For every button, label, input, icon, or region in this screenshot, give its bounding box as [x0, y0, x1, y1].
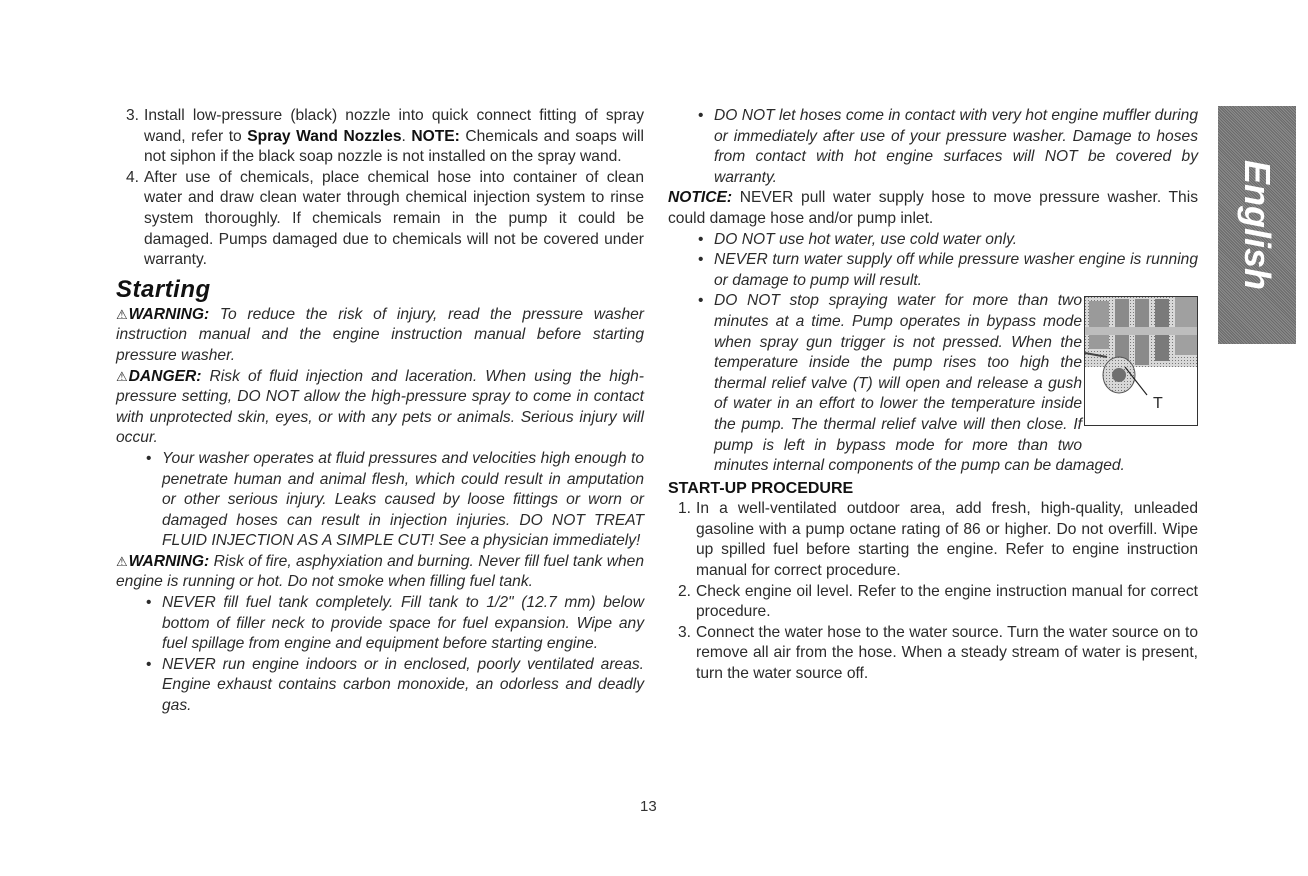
danger-label: DANGER:	[128, 367, 202, 385]
list-item	[116, 168, 644, 271]
pump-illustration	[1085, 297, 1197, 425]
item-number: 3.	[678, 623, 692, 641]
notice-text: NEVER pull water supply hose to move pressure washer. This could damage hose and/or pump inlet.	[668, 189, 1198, 227]
pump-figure	[1084, 296, 1198, 426]
bullet-text: NEVER fill fuel tank completely. Fill tank to 1/2" (12.7 mm) below bottom of filler neck to provide space for fuel expansion. Wipe any fuel spillage from engine and equipment before starting engine.	[162, 594, 644, 653]
language-tab-label: English	[1237, 159, 1278, 291]
bullet-text: Your washer operates at fluid pressures and velocities high enough to penetrate human and animal flesh, which could result in amputation or other serious injury. Leaks caused by loose fittings or worn or damaged hoses can result in injection injuries. DO NOT TREAT FLUID INJECTION AS A SIMPLE CUT! See a physician immediately!	[162, 449, 644, 550]
list-item	[668, 230, 1198, 251]
bullet-text: NEVER run engine indoors or in enclosed, poorly ventilated areas. Engine exhaust contains carbon monoxide, an odorless and deadly gas.	[162, 655, 644, 715]
figure-label: T	[1153, 395, 1163, 412]
bullet-text: DO NOT stop spraying water for more than two minutes at a time. Pump operates in bypass mode when spray gun trigger is not pressed. When the temperature inside the pump rises too high the thermal relief valve (T) will open and release a gush of water in an effort to lower the temperature inside the pump. The thermal relief valve will then close. If pump is left in bypass mode for more than two minutes internal components of the pump can be damaged.	[714, 292, 1125, 475]
list-item	[668, 499, 1198, 581]
warning-triangle-icon: ⚠	[116, 553, 128, 569]
warning-label: WARNING:	[128, 552, 210, 570]
list-item	[668, 623, 1198, 685]
bullet-icon: •	[146, 449, 152, 467]
item-text: Check engine oil level. Refer to the engine instruction manual for correct procedure.	[696, 582, 1198, 621]
warning-paragraph	[116, 552, 644, 593]
note-label: NOTE:	[411, 127, 460, 145]
page-number: 13	[640, 798, 657, 815]
bullet-text: NEVER turn water supply off while pressure washer engine is running or damage to pump will result.	[714, 251, 1198, 289]
bullet-icon: •	[698, 107, 704, 124]
notice-label: NOTICE:	[668, 189, 733, 207]
bullet-text: DO NOT let hoses come in contact with very hot engine muffler during or immediately after use of your pressure washer. Damage to hoses from contact with hot engine surfaces will NOT be covered by warranty.	[714, 107, 1198, 186]
item-text: Chemicals and soaps will not siphon if the black soap nozzle is not installed on the spray wand.	[144, 127, 644, 166]
section-heading: Starting	[116, 275, 211, 303]
danger-text: Risk of fluid injection and laceration. When using the high-pressure setting, DO NOT allow the high-pressure spray to come in contact with unprotected skin, eyes, or with any pets or animals. Serious injury will occur.	[116, 367, 644, 447]
warning-text: Risk of fire, asphyxiation and burning. Never fill fuel tank when engine is running or hot. Do not smoke when filling fuel tank.	[116, 552, 644, 591]
language-tab	[1218, 106, 1296, 344]
list-item	[116, 655, 644, 717]
item-number: 3.	[126, 107, 140, 124]
item-text: After use of chemicals, place chemical hose into container of clean water and draw clean water through chemical injection system to rinse system thoroughly. If chemicals remain in the pump it could be damaged. Pumps damaged due to chemicals will not be covered under warranty.	[144, 168, 644, 269]
list-item	[668, 582, 1198, 623]
warning-triangle-icon: ⚠	[116, 368, 128, 384]
item-number: 1.	[678, 500, 692, 518]
item-text: Connect the water hose to the water source. Turn the water source on to remove all air from the hose. When a steady stream of water is present, turn the water source off.	[696, 623, 1198, 683]
list-item	[668, 106, 1198, 188]
bullet-icon: •	[698, 251, 704, 269]
left-column	[116, 106, 644, 717]
warning-triangle-icon: ⚠	[116, 306, 128, 322]
item-number: 4.	[126, 168, 140, 186]
bullet-icon: •	[146, 594, 152, 612]
list-item	[116, 106, 644, 168]
cross-reference: Spray Wand Nozzles	[247, 127, 402, 145]
bullet-icon: •	[698, 292, 704, 310]
list-item	[668, 250, 1198, 291]
bullet-text: DO NOT use hot water, use cold water only.	[714, 230, 1018, 248]
warning-paragraph	[116, 305, 644, 367]
list-item	[116, 593, 644, 655]
bullet-icon: •	[698, 230, 704, 248]
warning-text: To reduce the risk of injury, read the pressure washer instruction manual and the engine instruction manual before starting pressure washer.	[116, 305, 644, 364]
list-item	[116, 449, 644, 552]
bullet-icon: •	[146, 655, 152, 673]
warning-label: WARNING:	[128, 305, 210, 323]
item-text: Install low-pressure (black) nozzle into quick connect fitting of spray wand, refer to	[144, 107, 644, 145]
danger-paragraph	[116, 367, 644, 449]
notice-paragraph	[668, 188, 1198, 229]
item-number: 2.	[678, 582, 692, 600]
item-text: .	[401, 127, 412, 145]
startup-heading: START-UP PROCEDURE	[668, 479, 854, 497]
item-text: In a well-ventilated outdoor area, add fresh, high-quality, unleaded gasoline with a pump octane rating of 86 or higher. Do not overfill. Wipe up spilled fuel before starting the engine. Refer to engine instruction manual for correct procedure.	[696, 500, 1198, 580]
